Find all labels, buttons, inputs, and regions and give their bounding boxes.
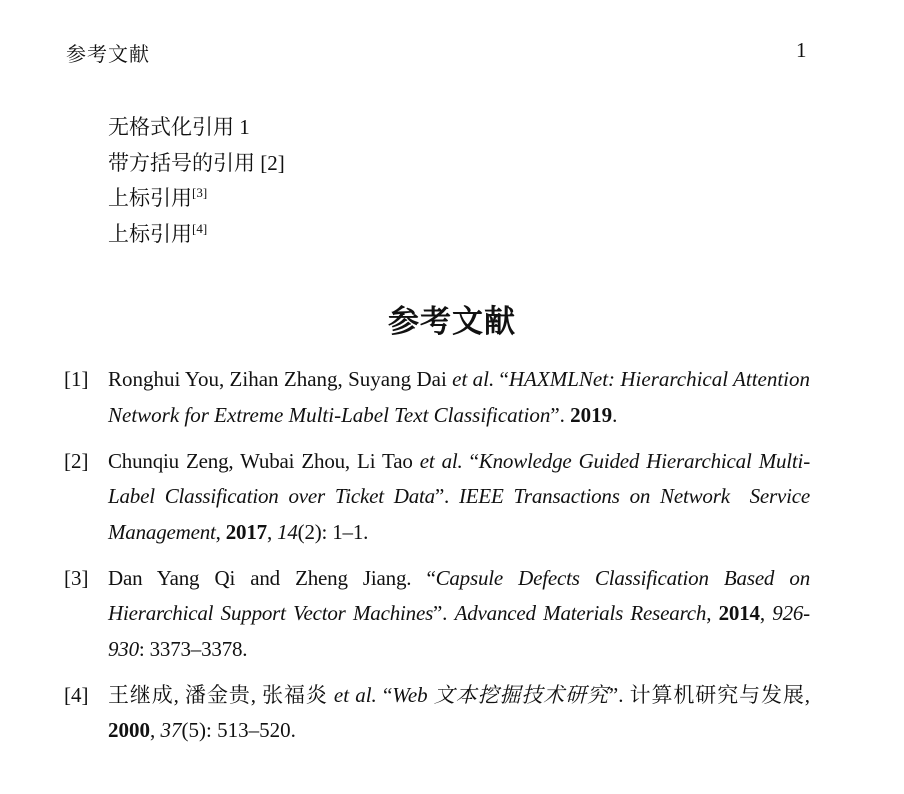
- reference-etal: et al.: [452, 367, 495, 391]
- reference-entry: [64, 678, 810, 749]
- reference-label: [4]: [64, 682, 89, 707]
- reference-authors: 王继成, 潘金贵, 张福炎: [108, 682, 328, 707]
- running-header-title: 参考文献: [66, 44, 150, 66]
- reference-etal: et al.: [419, 448, 463, 473]
- superscript-citation[interactable]: [4]: [192, 220, 208, 236]
- reference-title: HAXMLNet: Hierarchical Attention Network for Extreme Multi-Label Text Classification: [108, 367, 811, 427]
- reference-etal: et al.: [333, 682, 377, 707]
- reference-label: [2]: [64, 448, 89, 473]
- reference-title: Web 文本挖掘技术研究: [392, 682, 609, 707]
- citation-example-superscript: [108, 220, 285, 256]
- reference-authors: Chunqiu Zeng, Wubai Zhou, Li Tao: [108, 448, 413, 473]
- reference-entry: [64, 561, 810, 668]
- reference-volume: 37: [160, 718, 182, 742]
- citation-example-text: 上标引用: [108, 186, 192, 210]
- reference-label: [3]: [64, 565, 89, 590]
- reference-body: 王继成, 潘金贵, 张福炎 et al. “Web 文本挖掘技术研究”. 计算机研究与发展, 2000, 37(5): 513–520.: [108, 682, 811, 742]
- references-heading: 参考文献: [388, 304, 516, 339]
- reference-pages: (5): 513–520.: [181, 718, 296, 742]
- reference-authors: Dan Yang Qi and Zheng Jiang.: [108, 565, 412, 590]
- reference-journal: 计算机研究与发展: [629, 682, 805, 707]
- superscript-citation[interactable]: [3]: [192, 185, 208, 200]
- reference-volume: 926-930: [108, 601, 810, 661]
- citation-example-bracket: [108, 149, 285, 185]
- reference-label: [1]: [64, 367, 89, 391]
- reference-year: 2017: [225, 519, 267, 544]
- reference-pages: (2): 1–1.: [297, 519, 369, 544]
- reference-body: Chunqiu Zeng, Wubai Zhou, Li Tao et al. “Knowledge Guided Hierarchical Multi-Label Classification over Ticket Data”. IEEE Transactions on Network Service Management, 2017, 14(2): 1–1.: [108, 448, 816, 544]
- reference-authors: Ronghui You, Zihan Zhang, Suyang Dai: [108, 367, 447, 391]
- reference-list: [64, 362, 816, 759]
- citation-example-text: 无格式化引用 1: [108, 115, 250, 139]
- reference-year: 2014: [718, 601, 760, 625]
- reference-body: Dan Yang Qi and Zheng Jiang. “Capsule Defects Classification Based on Hierarchical Support Vector Machines”. Advanced Materials Research, 2014, 926-930: 3373–3378.: [108, 565, 810, 661]
- reference-body: Ronghui You, Zihan Zhang, Suyang Dai et al. “HAXMLNet: Hierarchical Attention Network for Extreme Multi-Label Text Classification”. 2019.: [108, 367, 811, 427]
- citation-example-text: 上标引用: [108, 221, 192, 246]
- citation-example-superscript: [108, 184, 285, 220]
- reference-entry: [64, 444, 816, 551]
- reference-title: Capsule Defects Classification Based on Hierarchical Support Vector Machines: [108, 565, 810, 625]
- reference-year: 2000: [108, 718, 150, 742]
- citation-examples: [108, 113, 285, 255]
- citation-example-text: 带方括号的引用 [2]: [108, 150, 285, 175]
- reference-volume: 14: [277, 519, 298, 544]
- reference-year: 2019: [570, 402, 613, 427]
- citation-example-plain: [108, 113, 285, 149]
- reference-entry: [64, 362, 810, 433]
- reference-journal: IEEE Transactions on Network Service Management: [108, 484, 816, 544]
- reference-pages: : 3373–3378.: [138, 636, 248, 661]
- page-number: 1: [796, 38, 807, 62]
- reference-journal: Advanced Materials Research: [454, 601, 707, 625]
- reference-title: Knowledge Guided Hierarchical Multi-Label Classification over Ticket Data: [108, 448, 810, 508]
